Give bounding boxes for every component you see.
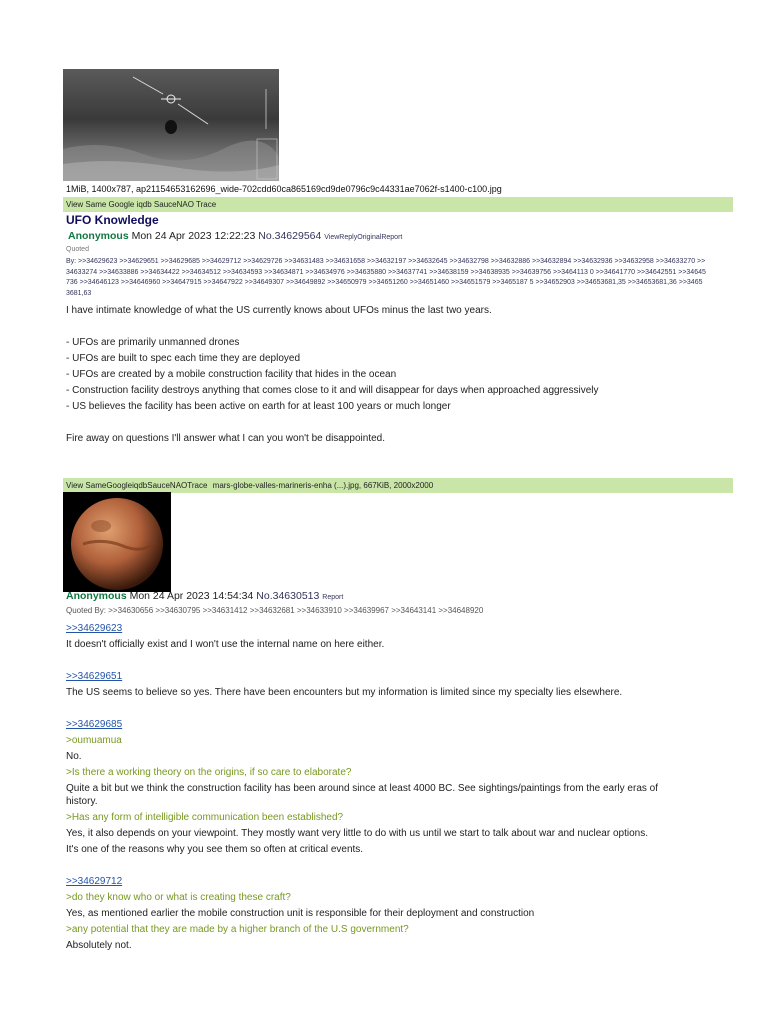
greentext-origins: >Is there a working theory on the origins, if so care to elaborate? [66,767,352,778]
op-image-tools-bar[interactable] [63,197,733,212]
quote-link-34629685[interactable]: >>34629685 [66,719,123,730]
op-bullet-4: - Construction facility destroys anything that comes close to it and will disappear for days when approached aggressively [66,385,599,396]
answer-1: It doesn't officially exist and I won't use the internal name on here either. [66,639,385,650]
quote-link-34629623[interactable]: >>34629623 [66,623,123,634]
op-image-tools-links[interactable]: View Same Google iqdb SauceNAO Trace [66,200,217,209]
answer-3a: No. [66,751,82,762]
reply-image-tools-links[interactable]: View SameGoogleiqdbSauceNAOTrace [66,481,208,490]
op-bullet-3: - UFOs are created by a mobile construction facility that hides in the ocean [66,369,397,380]
op-bullet-5: - US believes the facility has been active on earth for at least 100 years or much longer [66,401,451,412]
answer-3b-line1: Quite a bit but we think the construction facility has been around since at least 4000 BC. See sightings/paintings from the early eras of [66,783,659,794]
op-quoted-label: Quoted [66,246,89,253]
op-intro-text: I have intimate knowledge of what the US currently knows about UFOs minus the last two years. [66,305,492,316]
answer-4b: Absolutely not. [66,940,132,951]
reply-post-header [66,590,343,602]
reply-image-tools-bar[interactable] [63,478,733,493]
answer-3c-line2: It's one of the reasons why you see them so often at critical events. [66,844,364,855]
reply-poster-name: Anonymous [66,590,127,602]
reply-post-body [66,621,736,954]
op-bullet-1: - UFOs are primarily unmanned drones [66,337,240,348]
op-image-thumbnail[interactable] [63,69,279,181]
reply-image-thumbnail[interactable] [63,492,171,592]
ufo-footage-graphic [63,69,279,181]
answer-4a: Yes, as mentioned earlier the mobile construction unit is responsible for their deployment and construction [66,908,535,919]
reply-post-number[interactable]: No.34630513 [256,590,320,602]
thread-subject: UFO Knowledge [66,213,159,227]
reply-report-link[interactable]: Report [322,594,344,601]
op-poster-name: Anonymous [68,230,129,242]
op-backlinks[interactable]: By: >>34629623 >>34629651 >>34629685 >>34629712 >>34629726 >>34631483 >>34631658 >>34632197 >>34632645 >>34632798 >>34632886 >>34632894 >>34632936 >>34632958 >>34633270 >>34633274 >>34633886 >>34634422 >>34634512 >>34634593 >>34634871 >>34634976 >>34635880 >>34637741 >>34638159 >>34638935 >>34639756 >>3464113 0 >>34641770 >>34642551 >>34645736 >>34646123 >>34646960 >>34647915 >>34647922 >>34649307 >>34649892 >>34650979 >>34651260 >>34651460 >>34651579 >>3465187 5 >>34652903 >>34653681,35 >>34653681,36 >>34653681,63 [66,258,706,297]
reply-file-info[interactable]: mars-globe-valles-marineris-enha (...).jpg, 667KiB, 2000x2000 [212,481,434,490]
op-post-body [66,303,726,447]
mars-globe-graphic [63,492,171,592]
op-datetime: Mon 24 Apr 2023 12:22:23 [131,230,256,242]
greentext-higher-branch: >any potential that they are made by a higher branch of the U.S government? [66,924,409,935]
quote-link-34629651[interactable]: >>34629651 [66,671,123,682]
op-bullet-2: - UFOs are built to spec each time they are deployed [66,353,301,364]
greentext-communication: >Has any form of intelligible communication been established? [66,812,344,823]
reply-datetime: Mon 24 Apr 2023 14:54:34 [129,590,254,602]
greentext-who-creates: >do they know who or what is creating these craft? [66,892,291,903]
op-file-info[interactable]: 1MiB, 1400x787, ap21154653162696_wide-702cdd60ca865169cd9de0796c9c44331ae7062f-s1400-c100.jpg [66,184,502,194]
op-post-header [68,230,402,242]
greentext-oumuamua: >oumuamua [66,735,122,746]
reply-quoted-by[interactable]: Quoted By: >>34630656 >>34630795 >>34631412 >>34632681 >>34633910 >>34639967 >>34643141 >>34648920 [66,606,484,615]
answer-2: The US seems to believe so yes. There have been encounters but my information is limited since my specialty lies elsewhere. [66,687,623,698]
op-closing-text: Fire away on questions I'll answer what I can you won't be disappointed. [66,433,385,444]
answer-3b-line2: history. [66,796,98,807]
answer-3c-line1: Yes, it also depends on your viewpoint. They mostly want very little to do with us until we start to talk about war and nuclear options. [66,828,648,839]
quote-link-34629712[interactable]: >>34629712 [66,876,123,887]
op-post-number[interactable]: No.34629564 [258,230,322,242]
op-post-actions[interactable]: ViewReplyOriginalReport [324,234,403,241]
